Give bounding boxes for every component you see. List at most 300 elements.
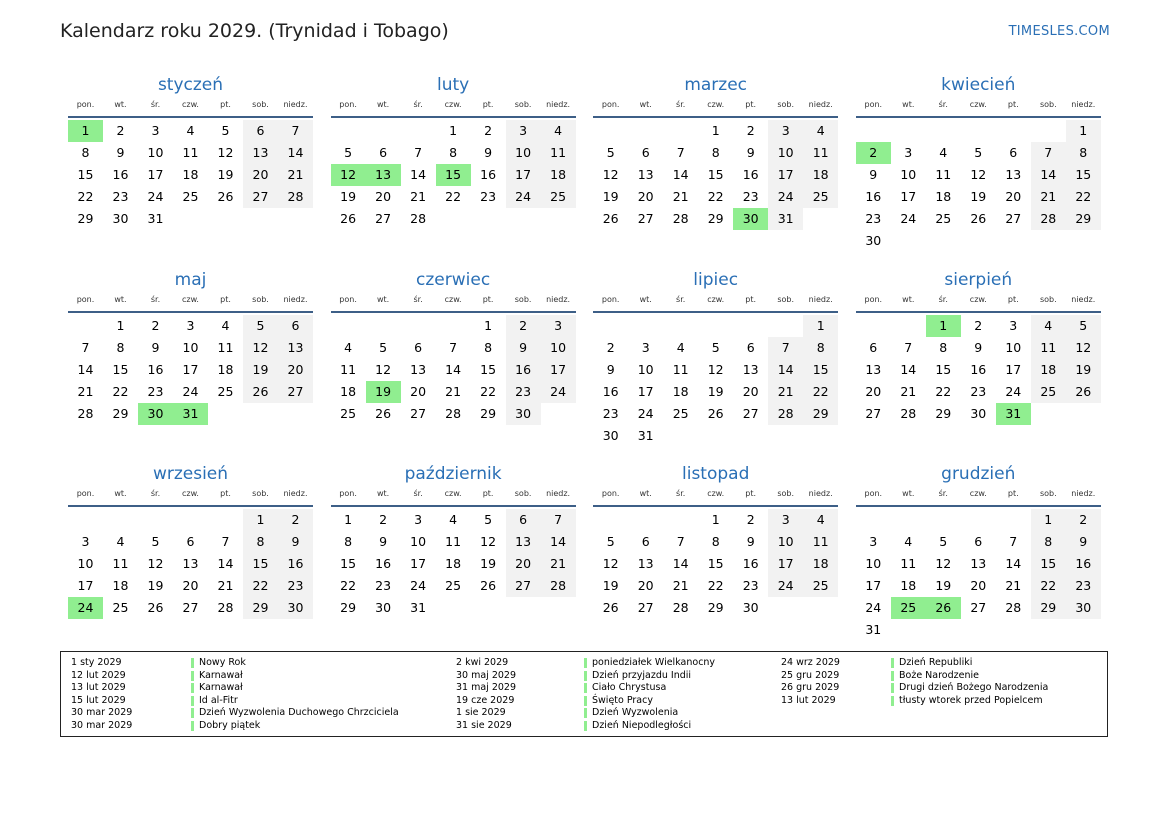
- day-cell: 29: [707, 211, 724, 226]
- day-cell: 21: [768, 381, 803, 403]
- day-cell: 20: [865, 383, 882, 399]
- day-cell: 9: [869, 167, 878, 182]
- day-cell: 17: [768, 164, 803, 186]
- day-cell: 19: [602, 189, 619, 204]
- weekday-label: pon.: [601, 489, 620, 498]
- weekday-label: pon.: [864, 294, 883, 304]
- day-cell: 29: [935, 405, 952, 421]
- day-cell: 25: [541, 186, 576, 208]
- day-cell: 25: [803, 186, 838, 208]
- day-cell: 14: [278, 142, 313, 164]
- day-cell: 2: [1066, 509, 1101, 531]
- legend-holiday-name: Karnawał: [199, 682, 243, 694]
- day-cell: 9: [116, 145, 125, 160]
- day-cell: 7: [1009, 534, 1018, 549]
- day-cell: 20: [375, 189, 392, 204]
- weekday-label: niedz.: [546, 489, 571, 498]
- day-cell: 16: [742, 167, 759, 182]
- weekday-header: [331, 487, 576, 507]
- day-cell: 1: [803, 315, 838, 337]
- day-cell: 14: [1031, 164, 1066, 186]
- legend-marker: [584, 708, 587, 718]
- day-cell: 2: [484, 123, 493, 138]
- day-cell: 27: [742, 405, 759, 421]
- day-cell: 15: [707, 556, 724, 571]
- day-cell: 20: [182, 578, 199, 593]
- day-cell: 29: [1031, 597, 1066, 619]
- legend-marker: [891, 683, 894, 693]
- day-cell: 13: [366, 164, 401, 186]
- legend-date: 25 gru 2029: [781, 669, 840, 681]
- day-cell: 10: [410, 534, 427, 549]
- day-cell: 22: [935, 383, 952, 399]
- legend-holiday-name: Święto Pracy: [592, 694, 653, 706]
- day-cell: 9: [1066, 531, 1101, 553]
- weekday-label: czw.: [182, 489, 199, 498]
- day-cell: 10: [637, 361, 654, 377]
- day-cell: 19: [217, 167, 234, 182]
- weekday-label: śr.: [413, 100, 423, 109]
- day-cell: 7: [768, 337, 803, 359]
- day-cell: 19: [147, 578, 164, 593]
- day-cell: 1: [1031, 509, 1066, 531]
- day-cell: 3: [1009, 317, 1018, 333]
- day-cell: 16: [602, 383, 619, 399]
- weekday-label: śr.: [150, 489, 161, 498]
- day-cell: 15: [707, 167, 724, 182]
- legend-marker: [191, 658, 194, 668]
- day-cell: 25: [1031, 381, 1066, 403]
- legend-holiday-name: Dzień Wyzwolenia: [592, 707, 679, 719]
- weekday-label: śr.: [938, 294, 948, 304]
- day-cell: 6: [186, 534, 195, 549]
- day-cell: 23: [375, 578, 392, 593]
- day-cell: 21: [410, 189, 427, 204]
- day-cell: 12: [147, 556, 164, 571]
- weekday-label: niedz.: [808, 100, 833, 109]
- day-cell: 10: [77, 556, 94, 571]
- legend-date: 24 wrz 2029: [781, 657, 840, 668]
- day-cell: 19: [707, 383, 724, 399]
- weekday-label: wt.: [376, 489, 390, 498]
- weekday-label: wt.: [902, 294, 915, 304]
- day-cell: 7: [676, 534, 685, 549]
- day-cell: 15: [243, 553, 278, 575]
- empty-cell: [331, 315, 366, 337]
- day-cell: 11: [935, 167, 952, 182]
- weekday-label: czw.: [707, 294, 725, 304]
- weekday-label: wt.: [376, 294, 390, 304]
- weekday-label: niedz.: [546, 294, 571, 304]
- day-cell: 11: [217, 339, 234, 355]
- day-cell: 11: [541, 142, 576, 164]
- day-cell: 26: [243, 381, 278, 403]
- weekday-label: pon.: [864, 100, 883, 109]
- day-cell: 4: [803, 120, 838, 142]
- day-cell: 22: [77, 189, 94, 204]
- day-cell: 25: [891, 597, 926, 619]
- month-name: sierpień: [944, 269, 1013, 290]
- weekday-label: pt.: [482, 489, 494, 498]
- day-cell: 21: [217, 578, 234, 593]
- day-cell: 23: [112, 189, 129, 204]
- day-cell: 28: [77, 405, 94, 421]
- day-cell: 20: [742, 383, 759, 399]
- day-cell: 24: [147, 189, 164, 204]
- legend-marker: [584, 721, 587, 731]
- legend-marker: [891, 671, 894, 681]
- day-cell: 18: [1031, 359, 1066, 381]
- day-cell: 27: [243, 186, 278, 208]
- empty-cell: [366, 120, 401, 142]
- legend-date: 13 lut 2029: [71, 682, 126, 694]
- weekday-label: niedz.: [1071, 100, 1096, 109]
- day-cell: 3: [768, 509, 803, 531]
- weekday-label: pon.: [339, 294, 357, 304]
- weekday-label: sob.: [1039, 100, 1057, 109]
- day-cell: 14: [541, 531, 576, 553]
- day-cell: 16: [480, 167, 497, 182]
- month-name: lipiec: [693, 269, 739, 290]
- day-cell: 19: [243, 359, 278, 381]
- day-cell: 21: [278, 164, 313, 186]
- weekday-label: wt.: [639, 100, 652, 109]
- day-cell: 6: [414, 339, 423, 355]
- month-name: grudzień: [941, 464, 1016, 484]
- legend-marker: [191, 683, 194, 693]
- legend-marker: [191, 708, 194, 718]
- day-cell: 22: [803, 381, 838, 403]
- day-cell: 10: [1005, 339, 1022, 355]
- day-cell: 20: [506, 553, 541, 575]
- day-cell: 30: [602, 427, 619, 443]
- month-7: [593, 269, 838, 464]
- weekday-label: sob.: [252, 100, 269, 109]
- weekday-header: [856, 293, 1101, 313]
- month-6: [331, 269, 576, 464]
- day-cell: 7: [278, 120, 313, 142]
- empty-cell: [593, 315, 628, 337]
- weekday-label: pon.: [76, 100, 95, 109]
- day-cell: 25: [445, 578, 462, 593]
- weekday-label: śr.: [150, 294, 161, 304]
- day-cell: 14: [672, 556, 689, 571]
- day-cell: 18: [182, 167, 199, 182]
- day-cell: 21: [1031, 186, 1066, 208]
- empty-cell: [996, 509, 1031, 531]
- day-cell: 2: [379, 512, 388, 527]
- day-cell: 6: [1009, 145, 1018, 160]
- day-cell: 31: [147, 211, 164, 226]
- weekday-header: [856, 98, 1101, 118]
- day-cell: 29: [77, 211, 94, 226]
- day-cell: 18: [340, 383, 357, 399]
- day-cell: 10: [506, 142, 541, 164]
- month-11: [593, 463, 838, 658]
- day-cell: 28: [541, 575, 576, 597]
- day-cell: 12: [375, 361, 392, 377]
- day-cell: 1: [926, 315, 961, 337]
- legend-holiday-name: Dzień Wyzwolenia Duchowego Chrzciciela: [199, 707, 399, 719]
- weekday-label: śr.: [676, 100, 686, 109]
- day-cell: 24: [68, 597, 103, 619]
- day-cell: 12: [217, 145, 234, 160]
- weekday-label: pon.: [864, 489, 883, 498]
- day-cell: 27: [506, 575, 541, 597]
- days-grid: [856, 509, 1101, 641]
- day-cell: 16: [147, 361, 164, 377]
- weekday-header: [593, 487, 838, 507]
- month-name: październik: [404, 464, 502, 484]
- day-cell: 8: [449, 145, 458, 160]
- day-cell: 13: [637, 556, 654, 571]
- day-cell: 25: [803, 575, 838, 597]
- day-cell: 9: [151, 339, 160, 355]
- weekday-header: [856, 487, 1101, 507]
- day-cell: 5: [344, 145, 353, 160]
- legend-holiday-name: Dzień przyjazdu Indii: [592, 669, 692, 681]
- day-cell: 15: [436, 164, 471, 186]
- day-cell: 23: [865, 211, 882, 226]
- day-cell: 17: [410, 556, 427, 571]
- day-cell: 16: [865, 189, 882, 204]
- day-cell: 6: [506, 509, 541, 531]
- weekday-header: [68, 98, 313, 118]
- day-cell: 23: [480, 189, 497, 204]
- day-cell: 29: [1066, 208, 1101, 230]
- day-cell: 19: [970, 189, 987, 204]
- weekday-label: czw.: [969, 100, 987, 109]
- day-cell: 29: [112, 405, 129, 421]
- day-cell: 20: [410, 383, 427, 399]
- empty-cell: [891, 509, 926, 531]
- day-cell: 26: [147, 600, 164, 615]
- weekday-label: śr.: [413, 294, 423, 304]
- day-cell: 14: [900, 361, 917, 377]
- day-cell: 16: [1066, 553, 1101, 575]
- day-cell: 12: [480, 534, 497, 549]
- day-cell: 13: [278, 337, 313, 359]
- weekday-label: wt.: [902, 100, 915, 109]
- day-cell: 26: [1066, 381, 1101, 403]
- day-cell: 29: [707, 600, 724, 615]
- day-cell: 14: [672, 167, 689, 182]
- weekday-label: śr.: [150, 100, 161, 109]
- day-cell: 26: [375, 405, 392, 421]
- day-cell: 3: [768, 120, 803, 142]
- empty-cell: [1031, 120, 1066, 142]
- day-cell: 5: [221, 123, 230, 138]
- day-cell: 17: [637, 383, 654, 399]
- empty-cell: [331, 120, 366, 142]
- empty-cell: [996, 120, 1031, 142]
- weekday-label: pt.: [745, 489, 757, 498]
- day-cell: 15: [340, 556, 357, 571]
- weekday-header: [331, 293, 576, 313]
- months-grid: [68, 74, 1102, 658]
- empty-cell: [366, 315, 401, 337]
- day-cell: 4: [803, 509, 838, 531]
- weekday-label: sob.: [514, 100, 532, 109]
- day-cell: 22: [1031, 575, 1066, 597]
- day-cell: 23: [602, 405, 619, 421]
- day-cell: 18: [217, 361, 234, 377]
- day-cell: 6: [974, 534, 983, 549]
- day-cell: 22: [445, 189, 462, 204]
- day-cell: 20: [970, 578, 987, 593]
- weekday-label: pt.: [482, 294, 494, 304]
- weekday-label: pt.: [1007, 489, 1019, 498]
- day-cell: 27: [1005, 211, 1022, 226]
- day-cell: 31: [996, 403, 1031, 425]
- month-3: [593, 74, 838, 269]
- day-cell: 25: [935, 211, 952, 226]
- weekday-label: śr.: [938, 489, 948, 498]
- day-cell: 7: [541, 509, 576, 531]
- weekday-label: wt.: [114, 100, 127, 109]
- legend-holiday-name: Nowy Rok: [199, 657, 246, 668]
- weekday-label: pon.: [76, 489, 95, 498]
- day-cell: 24: [637, 405, 654, 421]
- day-cell: 12: [970, 167, 987, 182]
- day-cell: 4: [186, 123, 195, 138]
- day-cell: 24: [541, 381, 576, 403]
- weekday-label: czw.: [444, 294, 462, 304]
- legend-date: 30 mar 2029: [71, 707, 133, 719]
- legend-holiday-name: Id al-Fitr: [199, 694, 238, 706]
- empty-cell: [768, 315, 803, 337]
- day-cell: 12: [331, 164, 366, 186]
- legend-date: 13 lut 2029: [781, 694, 836, 706]
- day-cell: 16: [742, 556, 759, 571]
- day-cell: 8: [344, 534, 353, 549]
- day-cell: 29: [243, 597, 278, 619]
- day-cell: 21: [1005, 578, 1022, 593]
- day-cell: 2: [746, 512, 755, 527]
- day-cell: 19: [602, 578, 619, 593]
- empty-cell: [961, 120, 996, 142]
- weekday-label: niedz.: [1071, 489, 1096, 498]
- days-grid: [331, 509, 576, 619]
- month-2: [331, 74, 576, 269]
- day-cell: 20: [278, 359, 313, 381]
- day-cell: 2: [278, 509, 313, 531]
- day-cell: 28: [1031, 208, 1066, 230]
- day-cell: 9: [606, 361, 615, 377]
- legend-date: 26 gru 2029: [781, 682, 840, 694]
- day-cell: 3: [904, 145, 913, 160]
- day-cell: 4: [116, 534, 125, 549]
- weekday-label: czw.: [444, 100, 462, 109]
- legend-marker: [891, 658, 894, 668]
- day-cell: 25: [217, 383, 234, 399]
- day-cell: 1: [1066, 120, 1101, 142]
- legend-holiday-name: Dzień Niepodległości: [592, 719, 692, 731]
- day-cell: 5: [711, 339, 720, 355]
- day-cell: 7: [1031, 142, 1066, 164]
- day-cell: 24: [410, 578, 427, 593]
- day-cell: 24: [1005, 383, 1022, 399]
- day-cell: 28: [217, 600, 234, 615]
- day-cell: 4: [541, 120, 576, 142]
- day-cell: 14: [1005, 556, 1022, 571]
- day-cell: 5: [606, 534, 615, 549]
- empty-cell: [926, 120, 961, 142]
- empty-cell: [68, 509, 103, 531]
- day-cell: 31: [865, 622, 882, 637]
- day-cell: 17: [182, 361, 199, 377]
- legend-marker: [191, 721, 194, 731]
- month-name: marzec: [684, 75, 748, 95]
- day-cell: 8: [1031, 531, 1066, 553]
- weekday-label: sob.: [252, 489, 269, 498]
- weekday-label: sob.: [252, 294, 269, 304]
- day-cell: 26: [970, 211, 987, 226]
- day-cell: 30: [733, 208, 768, 230]
- empty-cell: [856, 315, 891, 337]
- month-name: listopad: [682, 464, 750, 484]
- day-cell: 2: [746, 123, 755, 138]
- day-cell: 12: [602, 167, 619, 182]
- weekday-label: sob.: [777, 100, 795, 109]
- weekday-label: pt.: [482, 100, 494, 109]
- day-cell: 16: [278, 553, 313, 575]
- day-cell: 9: [974, 339, 983, 355]
- month-1: [68, 74, 313, 269]
- day-cell: 19: [340, 189, 357, 204]
- day-cell: 5: [243, 315, 278, 337]
- legend-holiday-name: Drugi dzień Bożego Narodzenia: [899, 682, 1049, 694]
- day-cell: 11: [803, 531, 838, 553]
- day-cell: 3: [506, 120, 541, 142]
- day-cell: 13: [243, 142, 278, 164]
- day-cell: 17: [900, 189, 917, 204]
- weekday-label: wt.: [902, 489, 915, 498]
- day-cell: 22: [340, 578, 357, 593]
- day-cell: 9: [379, 534, 388, 549]
- day-cell: 31: [768, 208, 803, 230]
- day-cell: 14: [445, 361, 462, 377]
- day-cell: 12: [935, 556, 952, 571]
- day-cell: 16: [506, 359, 541, 381]
- day-cell: 6: [869, 339, 878, 355]
- day-cell: 10: [768, 142, 803, 164]
- weekday-label: niedz.: [1071, 294, 1096, 304]
- day-cell: 28: [278, 186, 313, 208]
- day-cell: 4: [939, 145, 948, 160]
- day-cell: 10: [147, 145, 164, 160]
- days-grid: [68, 120, 313, 230]
- day-cell: 22: [480, 383, 497, 399]
- day-cell: 1: [68, 120, 103, 142]
- weekday-label: śr.: [413, 489, 423, 498]
- day-cell: 24: [506, 186, 541, 208]
- page-title: Kalendarz roku 2029. (Trynidad i Tobago): [60, 20, 449, 42]
- day-cell: 7: [414, 145, 423, 160]
- day-cell: 26: [340, 211, 357, 226]
- empty-cell: [103, 509, 138, 531]
- day-cell: 25: [182, 189, 199, 204]
- day-cell: 12: [243, 337, 278, 359]
- day-cell: 27: [865, 405, 882, 421]
- day-cell: 28: [445, 405, 462, 421]
- day-cell: 27: [637, 600, 654, 615]
- day-cell: 26: [480, 578, 497, 593]
- day-cell: 5: [484, 512, 493, 527]
- day-cell: 8: [484, 339, 493, 355]
- brand-link[interactable]: TIMESLES.COM: [1008, 24, 1110, 39]
- day-cell: 14: [77, 361, 94, 377]
